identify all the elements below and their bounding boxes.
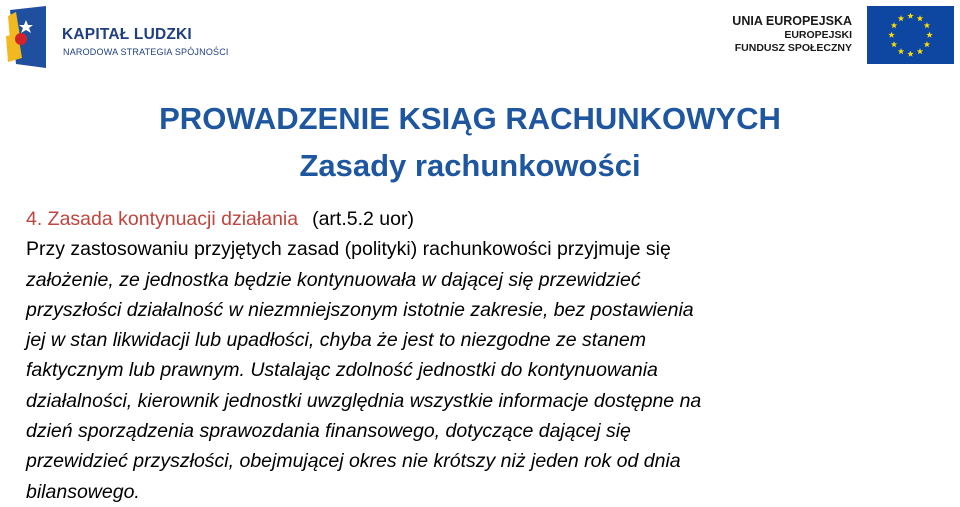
body-line-5: faktycznym lub prawnym. Ustalając zdolność jednostki do kontynuowania [26,359,658,382]
body-line-7: dzień sporządzenia sprawozdania finansowego, dotyczące dającej się [26,420,631,443]
eu-logo-line2: EUROPEJSKI [784,29,852,41]
kapital-ludzki-title: KAPITAŁ LUDZKI [62,26,192,43]
lead-line [26,204,946,234]
body-line-1: Przy zastosowaniu przyjętych zasad (polityki) rachunkowości przyjmuje się [26,238,671,261]
kapital-ludzki-subtitle: NARODOWA STRATEGIA SPÓJNOŚCI [63,47,229,57]
body-line-2: założenie, ze jednostka będzie kontynuowała w dającej się przewidzieć [26,268,641,291]
kapital-ludzki-mark-icon [6,6,46,68]
legal-reference: (art.5.2 uor) [312,208,414,230]
body-text [26,204,946,507]
principle-heading: 4. Zasada kontynuacji działania [26,208,299,230]
body-line-4: jej w stan likwidacji lub upadłości, chyba że jest to niezgodne ze stanem [26,329,647,352]
eu-logo [729,6,954,66]
slide-title: PROWADZENIE KSIĄG RACHUNKOWYCH [159,101,781,136]
body-line-6: działalności, kierownik jednostki uwzględnia wszystkie informacje dostępne na [26,389,702,412]
body-line-8: przewidzieć przyszłości, obejmującej okres nie krótszy niż jeden rok od dnia [26,450,681,473]
eu-flag-icon [867,6,954,64]
body-line-9: bilansowego. [26,480,140,503]
kapital-ludzki-logo [6,6,229,68]
eu-logo-text [732,14,852,55]
eu-logo-line1: UNIA EUROPEJSKA [732,14,852,28]
slide-subtitle: Zasady rachunkowości [299,148,641,183]
body-line-3: przyszłości działalność w niezmniejszonym istotnie zakresie, bez postawienia [26,298,694,321]
eu-logo-line3: FUNDUSZ SPOŁECZNY [734,42,852,54]
